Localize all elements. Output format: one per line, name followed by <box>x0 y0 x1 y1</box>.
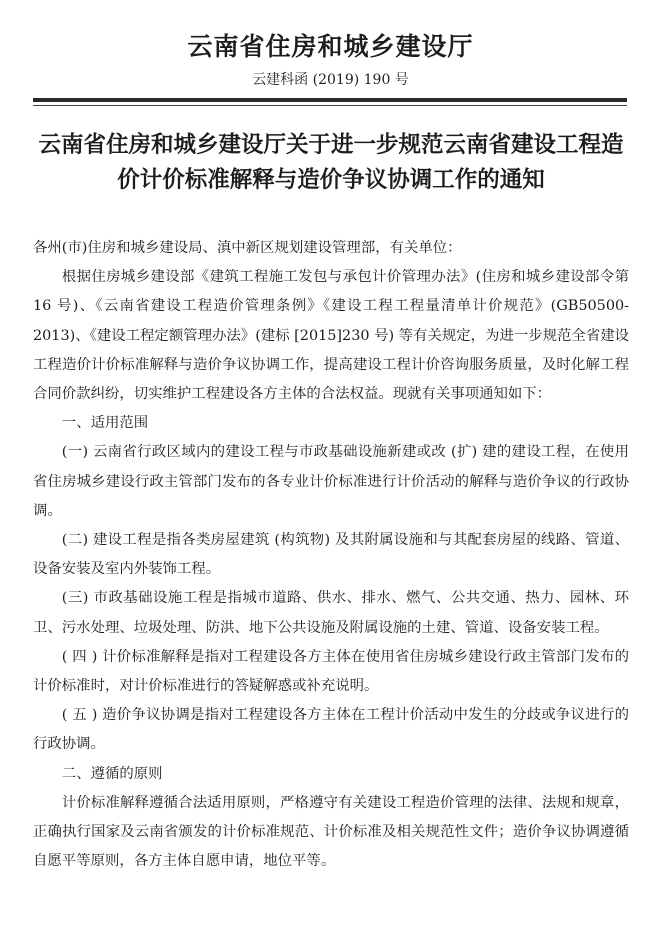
header-rule-thick <box>33 98 627 102</box>
document-body <box>33 234 629 876</box>
scope-item: (二) 建设工程是指各类房屋建筑 (构筑物) 及其附属设施和与其配套房屋的线路、管道、设备安装及室内外装饰工程。 <box>33 532 629 578</box>
scope-item: ( 五 ) 造价争议协调是指对工程建设各方主体在工程计价活动中发生的分歧或争议进行的行政协调。 <box>33 707 629 753</box>
document-number: 云建科函 (2019) 190 号 <box>252 72 409 88</box>
scope-item: (一) 云南省行政区域内的建设工程与市政基础设施新建或改 (扩) 建的建设工程，在使用省住房城乡建设行政主管部门发布的各专业计价标准进行计价活动的解释与造价争议的行政协调。 <box>33 444 629 519</box>
intro-paragraph: 根据住房城乡建设部《建筑工程施工发包与承包计价管理办法》(住房和城乡建设部令第 16 号)、《云南省建设工程造价管理条例》《建设工程工程量清单计价规范》(GB50500-2013)、《建设工程定额管理办法》(建标 [2015]230 号) 等有关规定，为进一步规范全省建设工程造价计价标准解释与造价争议协调工作，提高建设工程计价咨询服务质量，及时化解工程合同价款纠纷，切实维护工程建设各方主体的合法权益。现就有关事项通知如下： <box>33 269 629 403</box>
agency-name: 云南省住房和城乡建设厅 <box>187 32 474 61</box>
principles-paragraph: 计价标准解释遵循合法适用原则，严格遵守有关建设工程造价管理的法律、法规和规章，正确执行国家及云南省颁发的计价标准规范、计价标准及相关规范性文件；造价争议协调遵循自愿平等原则，各方主体自愿申请，地位平等。 <box>33 794 629 870</box>
scope-item: (三) 市政基础设施工程是指城市道路、供水、排水、燃气、公共交通、热力、园林、环卫、污水处理、垃圾处理、防洪、地下公共设施及附属设施的土建、管道、设备安装工程。 <box>33 590 629 636</box>
scope-item: ( 四 ) 计价标准解释是指对工程建设各方主体在使用省住房城乡建设行政主管部门发布的计价标准时，对计价标准进行的答疑解惑或补充说明。 <box>33 648 629 695</box>
section-heading-principles: 二、遵循的原则 <box>61 765 163 782</box>
addressee: 各州(市)住房和城乡建设局、滇中新区规划建设管理部，有关单位： <box>33 240 462 256</box>
document-title: 云南省住房和城乡建设厅关于进一步规范云南省建设工程造价计价标准解释与造价争议协调工作的通知 <box>38 132 624 193</box>
section-heading-scope: 一、适用范围 <box>61 415 149 432</box>
header-rule-thin <box>33 105 627 106</box>
